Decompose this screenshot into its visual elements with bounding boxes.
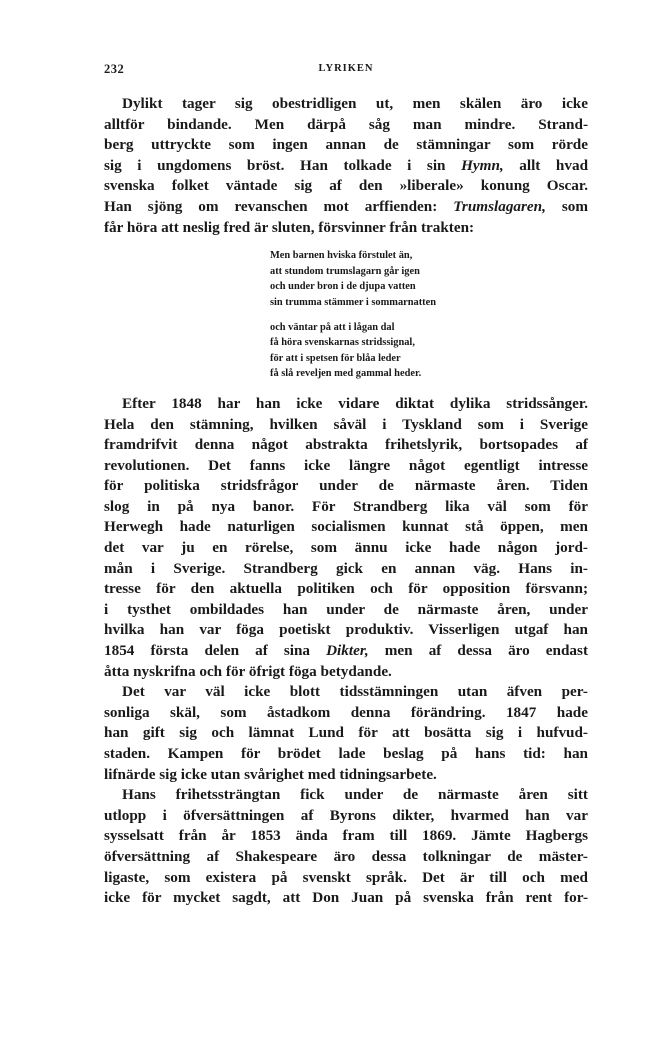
text-line: han gift sig och lämnat Lund för att bosätta sig i hufvud-: [104, 724, 588, 742]
text-run: som: [545, 197, 588, 215]
text-line: Hela den stämning, hvilken såväl i Tyskland som i Sverige: [104, 415, 588, 433]
book-page: [104, 62, 588, 909]
poem-line: och väntar på att i lågan dal: [270, 321, 395, 333]
paragraph-2: [104, 394, 588, 682]
poem-line: få höra svenskarnas stridssignal,: [270, 337, 415, 349]
text-line: Det var väl icke blott tidsstämningen utan äfven per-: [122, 683, 588, 701]
text-run: Han sjöng om revanschen mot arffienden:: [104, 197, 454, 215]
text-line: tresse för den aktuella politiken och för opposition försvann;: [104, 580, 588, 598]
poem-line: sin trumma stämmer i sommarnatten: [270, 296, 437, 308]
poem-stanza: [270, 248, 588, 310]
text-line: Dylikt tager sig obestridligen ut, men skälen äro icke: [122, 95, 588, 112]
page-number: 232: [104, 62, 125, 76]
text-line: Herwegh hade naturligen socialismen kunnat stå öppen, men: [104, 518, 588, 536]
text-line: [104, 641, 588, 662]
text-line: mån i Sverige. Strandberg gick en annan väg. Hans in-: [104, 559, 588, 577]
text-line: svenska folket väntade sig af den »liberale» konung Oscar.: [104, 177, 588, 195]
italic-title: Trumslagaren,: [453, 197, 546, 215]
paragraph-4: [104, 785, 588, 909]
text-run: men af dessa äro endast: [368, 642, 588, 660]
text-line: [104, 197, 588, 218]
running-head: [104, 62, 588, 82]
italic-title: Dikter,: [326, 642, 369, 660]
text-line: Hans frihetssträngtan fick under de närmaste åren sitt: [122, 786, 588, 804]
running-title: LYRIKEN: [318, 63, 374, 74]
poem-line: för att i spetsen för blåa leder: [270, 352, 401, 364]
paragraph-3: [104, 682, 588, 785]
text-line: Efter 1848 har han icke vidare diktat dylika stridssånger.: [122, 394, 588, 412]
text-line: sonliga skäl, som åstadkom denna förändring. 1847 hade: [104, 703, 588, 721]
text-line: det var ju en rörelse, som ännu icke hade någon jord-: [104, 539, 588, 557]
text-line: revolutionen. Det fanns icke längre något egentligt intresse: [104, 456, 588, 474]
text-line: berg uttryckte som ingen annan de stämningar som rörde: [104, 136, 588, 154]
text-line: får höra att neslig fred är sluten, försvinner från trakten:: [104, 218, 475, 236]
text-line: icke för mycket sagdt, att Don Juan på svenska från rent for-: [104, 889, 588, 907]
text-line: [104, 156, 588, 177]
text-run: sig i ungdomens bröst. Han tolkade i sin: [104, 156, 462, 174]
text-line: i tysthet ombildades han under de närmaste åren, under: [104, 600, 588, 618]
text-line: alltför bindande. Men därpå såg man mindre. Strand-: [104, 115, 588, 133]
text-run: 1854 första delen af sina: [104, 642, 327, 660]
paragraph-1: [104, 94, 588, 238]
text-line: åtta nyskrifna och för öfrigt föga betydande.: [104, 662, 392, 680]
text-line: hvilka han var föga poetiskt produktiv. Visserligen utgaf han: [104, 621, 588, 639]
text-line: lifnärde sig icke utan svårighet med tidningsarbete.: [104, 765, 437, 783]
text-line: staden. Kampen för brödet lade beslag på hans tid: han: [104, 745, 588, 762]
text-line: slog in på nya banor. För Strandberg lika väl som för: [104, 497, 588, 515]
poem-stanza: [270, 320, 588, 382]
text-line: utlopp i öfversättningen af Byrons dikter, hvarmed han var: [104, 806, 588, 824]
text-line: för politiska stridsfrågor under de närmaste åren. Tiden: [104, 477, 588, 495]
text-line: ligaste, som existera på svenskt språk. Det är till och med: [104, 868, 588, 886]
text-line: sysselsatt från år 1853 ända fram till 1869. Jämte Hagbergs: [104, 827, 588, 845]
text-run: allt hvad: [503, 156, 589, 174]
poem-line: Men barnen hviska förstulet än,: [270, 250, 413, 262]
poem-line: att stundom trumslagarn går igen: [270, 265, 420, 277]
poem-quote: [270, 248, 588, 382]
italic-title: Hymn,: [461, 156, 504, 174]
poem-line: få slå reveljen med gammal heder.: [270, 368, 422, 380]
text-line: öfversättning af Shakespeare äro dessa tolkningar de mäster-: [104, 847, 588, 865]
poem-line: och under bron i de djupa vatten: [270, 281, 416, 293]
text-line: framdrifvit denna något abstrakta frihetslyrik, bortsopades af: [104, 436, 588, 454]
